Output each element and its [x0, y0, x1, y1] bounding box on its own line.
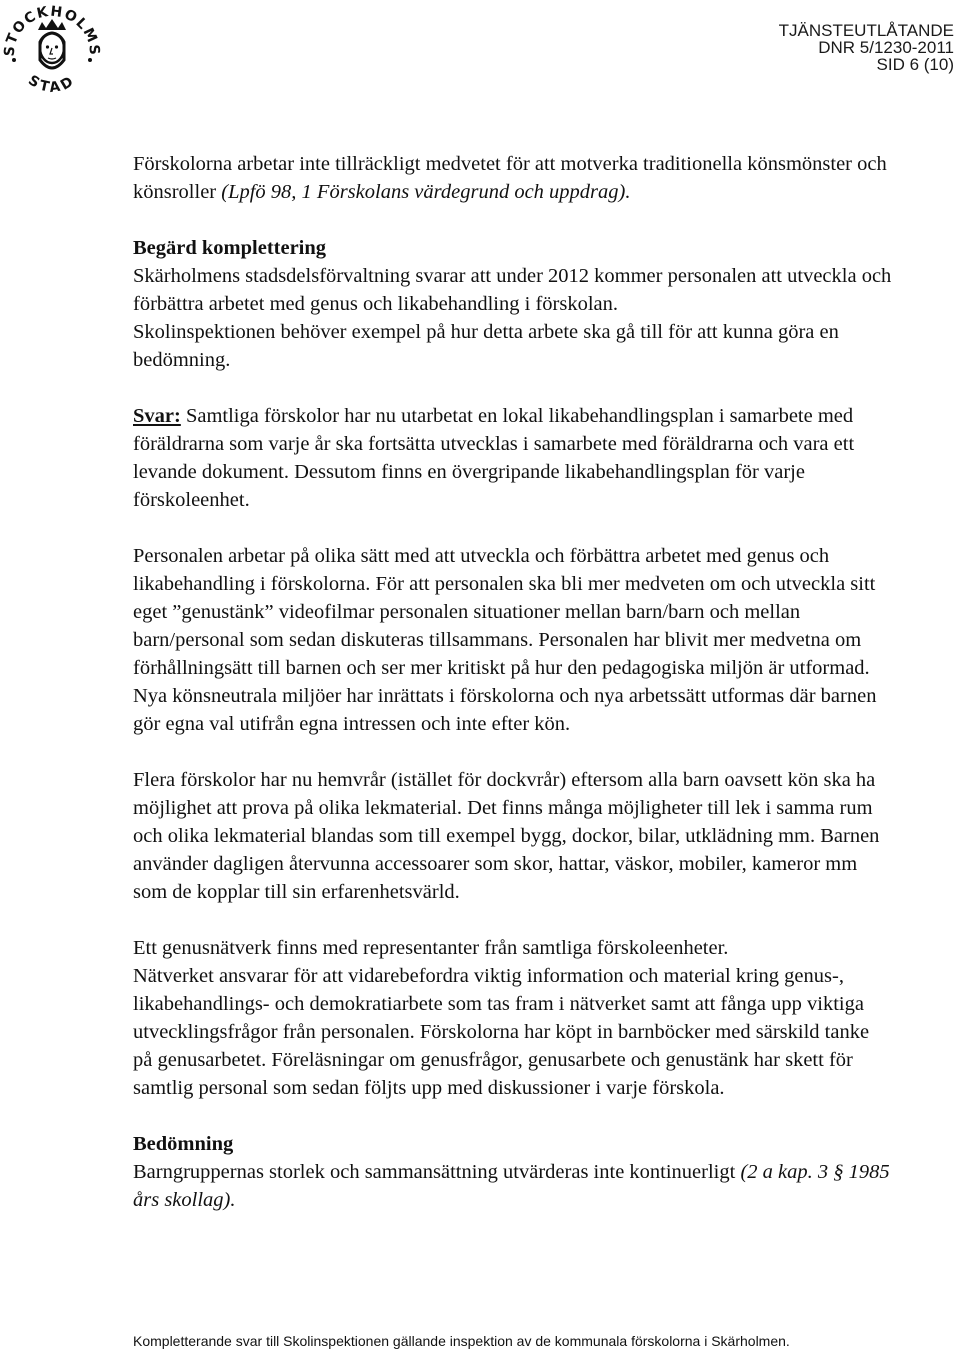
document-number: DNR 5/1230-2011 — [818, 38, 954, 57]
answer-text: Samtliga förskolor har nu utarbetat en lokal likabehandlingsplan i samarbete med föräldrarna som varje år ska fortsätta utvecklas i samarbete med föräldrarna och vara ett levande dokument. Dessutom finns en övergripande likabehandlingsplan för varje förskoleenhet. — [133, 405, 855, 511]
document-type: TJÄNSTEUTLÅTANDE — [778, 21, 954, 40]
paragraph-play-corners: Flera förskolor har nu hemvrår (istället för dockvrår) eftersom alla barn oavsett kön ska ha möjlighet att prova på olika lekmaterial. Det finns många möjligheter till lek i samma rum och olika lekmaterial blandas som till exempel bygg, dockor, bilar, utklädning mm. Barnen använder dagligen återvunna accessoarer som skor, hattar, väskor, mobiler, kameror mm som de kopplar till sin erfarenhetsvärld. — [133, 769, 880, 903]
intro-text: Förskolorna arbetar inte tillräckligt medvetet för att motverka traditionella könsmönster och könsroller — [133, 153, 887, 203]
intro-reference: (Lpfö 98, 1 Förskolans värdegrund och uppdrag). — [221, 181, 631, 203]
request-heading: Begärd komplettering — [133, 237, 327, 259]
answer-label: Svar: — [133, 405, 181, 427]
stockholms-stad-logo — [0, 2, 104, 102]
request-line-1: Skärholmens stadsdelsförvaltning svarar att under 2012 kommer personalen att utveckla och förbättra arbetet med genus och likabehandling i förskolan. — [133, 265, 892, 315]
document-header-meta — [779, 22, 954, 73]
page-footer: Kompletterande svar till Skolinspektionen gällande inspektion av de kommunala förskolorna i Skärholmen. — [133, 1333, 790, 1349]
assessment-paragraph — [133, 1158, 893, 1214]
answer-paragraph — [133, 402, 893, 514]
document-body — [133, 150, 893, 1214]
intro-paragraph — [133, 150, 893, 206]
page-number: SID 6 (10) — [876, 55, 954, 74]
assessment-heading: Bedömning — [133, 1133, 234, 1155]
request-line-2: Skolinspektionen behöver exempel på hur detta arbete ska gå till för att kunna göra en bedömning. — [133, 321, 839, 371]
svg-text:STOCKHOLMS: STOCKHOLMS — [1, 3, 103, 57]
svg-text:STAD: STAD — [25, 72, 79, 97]
paragraph-personnel: Personalen arbetar på olika sätt med att utveckla och förbättra arbetet med genus och likabehandling i förskolorna. För att personalen ska bli mer medveten om och utveckla sitt eget ”genustänk” videofilmar personalen situationer mellan barn/barn och mellan barn/personal som sedan diskuteras tillsammans. Personalen har blivit mer medvetna om förhållningsätt till barnen och ser mer kritiskt på hur den pedagogiska miljön är utformad. Nya könsneutrala miljöer har inrättats i förskolorna och nya arbetssätt utformas där barnen gör egna val utifrån egna intressen och inte efter kön. — [133, 545, 877, 735]
assessment-text: Barngruppernas storlek och sammansättning utvärderas inte kontinuerligt — [133, 1161, 741, 1183]
assessment-reference: (2 a kap. 3 § 1985 års skollag). — [133, 1161, 890, 1211]
network-line-1: Ett genusnätverk finns med representanter från samtliga förskoleenheter. — [133, 937, 729, 959]
network-paragraph: Nätverket ansvarar för att vidarebefordra viktig information och material kring genus-, likabehandlings- och demokratiarbete som tas fram i nätverket samt att fånga upp viktiga utvecklingsfrågor från personalen. Förskolorna har köpt in barnböcker med särskild tanke på genusarbetet. Föreläsningar om genusfrågor, genusarbete och genustänk har skett för samtlig personal som sedan följts upp med diskussioner i varje förskola. — [133, 965, 870, 1099]
